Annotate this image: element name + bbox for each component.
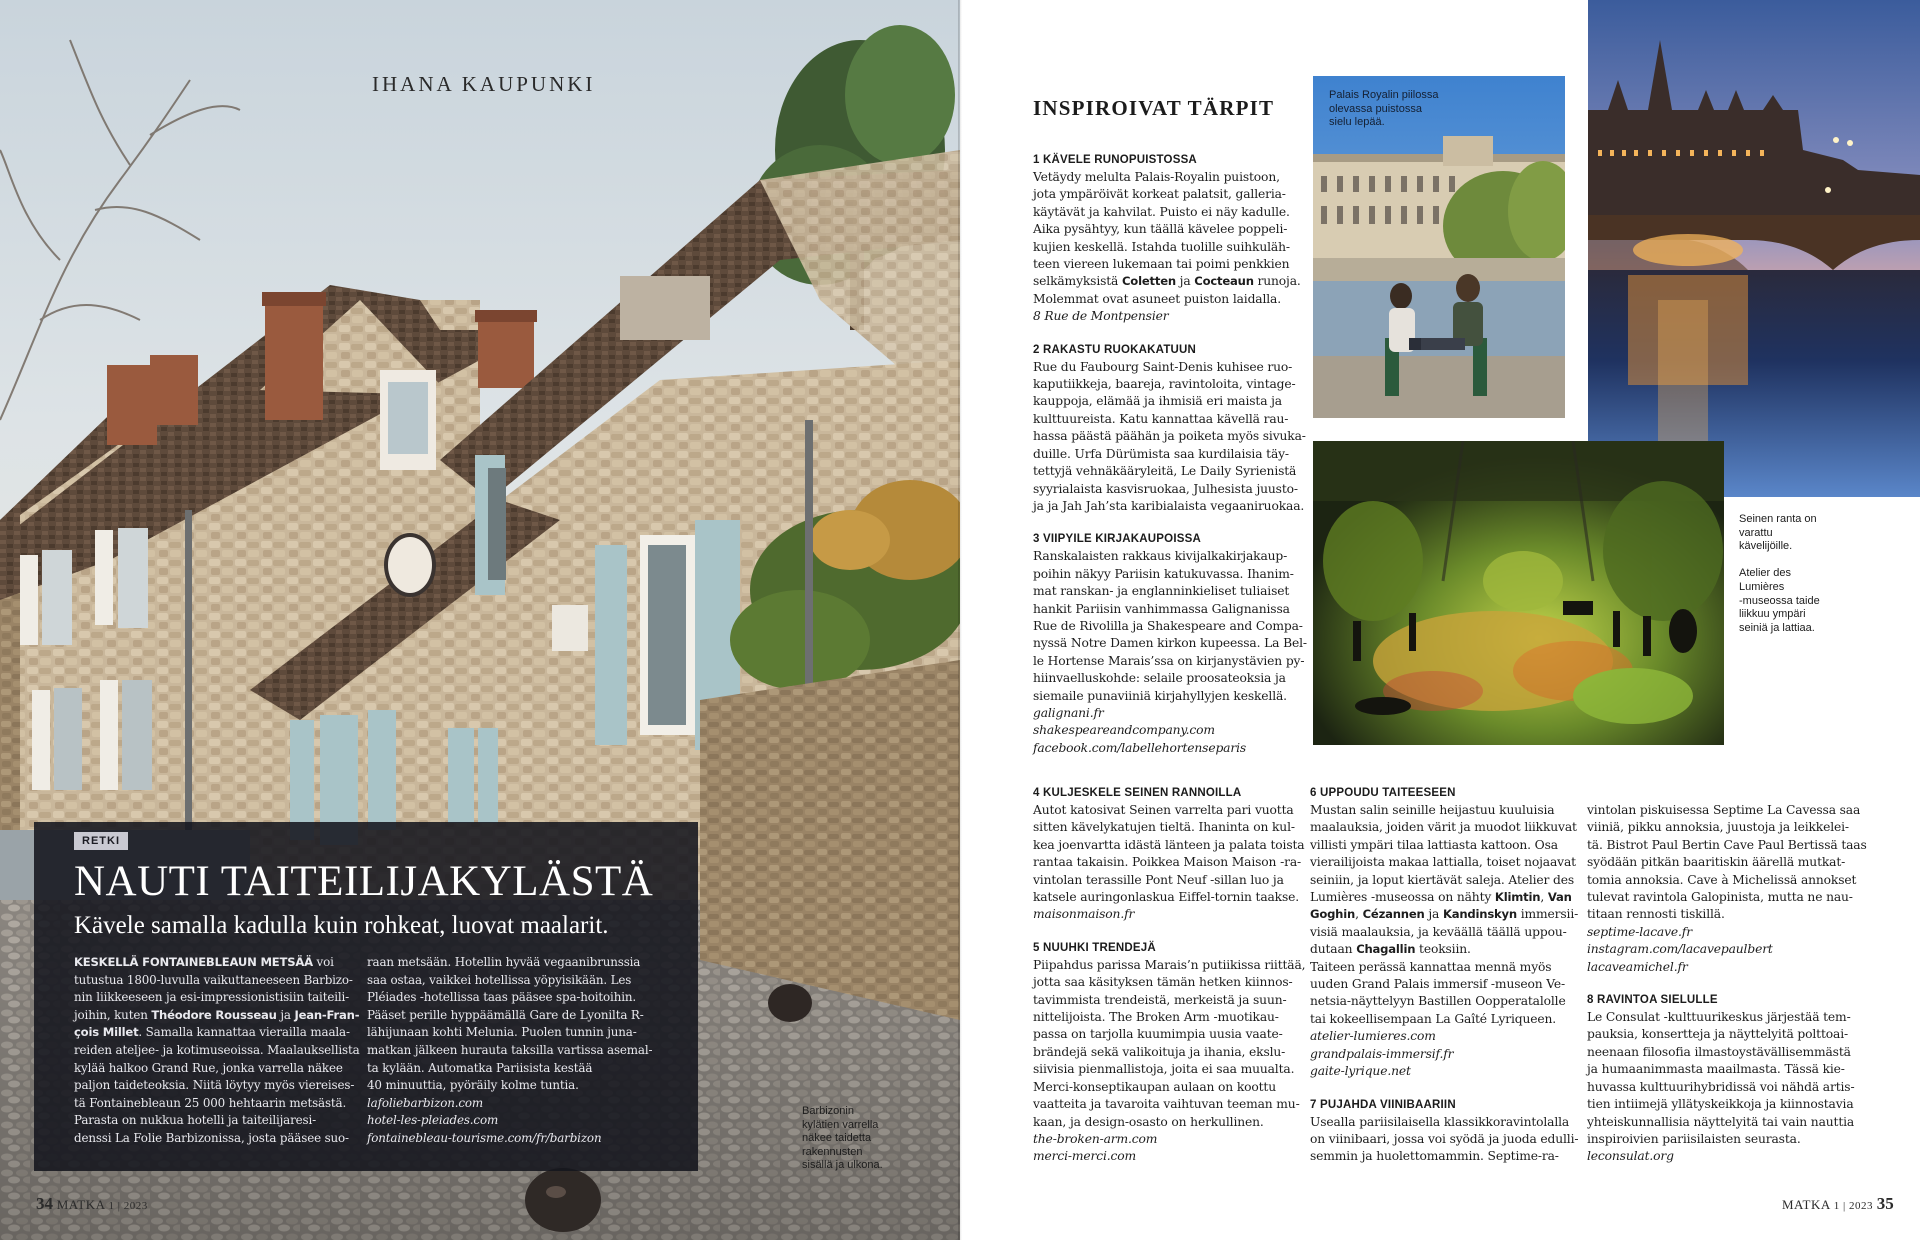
text-line bbox=[1033, 566, 1305, 583]
text-run: vintolan terassille Pont Neuf -sillan luo ja bbox=[1033, 872, 1284, 887]
text-line bbox=[367, 1112, 659, 1130]
sections-column-1 bbox=[1033, 152, 1305, 757]
text-run: tai kokeellisempaan La Gaîté Lyriqueen. bbox=[1310, 1011, 1557, 1026]
sections-column-3 bbox=[1310, 785, 1582, 1166]
text-line bbox=[1310, 1063, 1582, 1080]
text-line bbox=[1033, 906, 1305, 923]
bold-text-run: Chagallin bbox=[1356, 942, 1416, 957]
text-line bbox=[1033, 722, 1305, 739]
text-run: Le Consulat -kulttuurikeskus järjestää tem- bbox=[1587, 1010, 1851, 1025]
text-line bbox=[74, 989, 366, 1007]
text-line bbox=[367, 989, 659, 1007]
text-run: vintolan piskuisessa Septime La Cavessa saa bbox=[1587, 803, 1861, 817]
text-run: vierailijoista makaa lattialla, toiset nojaavat bbox=[1310, 855, 1576, 870]
text-run: visiä maalauksia, ja keväällä täällä uppou- bbox=[1310, 924, 1567, 939]
text-line bbox=[1310, 837, 1582, 854]
text-run: Rue de Rivolilla ja Shakespeare and Compa- bbox=[1033, 618, 1303, 633]
text-line bbox=[1310, 976, 1582, 993]
bold-text-run: Coletten bbox=[1122, 274, 1176, 289]
text-line bbox=[1033, 670, 1305, 687]
text-run: Vetäydy melulta Palais-Royalin puistoon, bbox=[1033, 170, 1280, 184]
text-line bbox=[1033, 169, 1305, 186]
atelier-des-lumieres-photo bbox=[1313, 441, 1724, 745]
text-run: Piipahdus parissa Marais’n putiikissa riittää, bbox=[1033, 957, 1306, 972]
text-run: Lumières -museossa on nähty bbox=[1310, 890, 1495, 905]
text-line bbox=[1033, 393, 1305, 410]
text-line bbox=[1587, 1131, 1859, 1148]
text-run: Parasta on nukkua hotelli ja taiteilijaresi- bbox=[74, 1113, 317, 1128]
web-address-link[interactable]: shakespeareandcompany.com bbox=[1033, 723, 1215, 738]
text-line bbox=[1033, 872, 1305, 889]
web-address-link[interactable]: hotel-les-pleiades.com bbox=[367, 1113, 499, 1128]
caption-line: Lumières bbox=[1739, 580, 1785, 593]
text-run: lähijunaan kohti Melunia. Puolen tunnin juna- bbox=[367, 1025, 637, 1040]
text-line bbox=[1033, 186, 1305, 203]
page-number: 34 bbox=[36, 1194, 53, 1213]
text-run: yhteiskunnallisia näyttelyitä tai vain nauttia bbox=[1587, 1114, 1855, 1129]
text-line bbox=[367, 1095, 659, 1113]
text-run: Mustan salin seinille heijastuu kuuluisia bbox=[1310, 803, 1555, 817]
section-8-container bbox=[1587, 992, 1859, 1166]
text-line bbox=[1033, 583, 1305, 600]
text-run: tettyjä vehnäkääryleitä, Le Daily Syrienistä bbox=[1033, 464, 1297, 479]
text-run: poihin näkyy Pariisin katukuvassa. Ihanim- bbox=[1033, 566, 1294, 581]
text-run: hankit Pariisin vanhimmassa Galignanissa bbox=[1033, 601, 1290, 616]
text-line bbox=[1033, 498, 1305, 515]
text-line bbox=[1033, 819, 1305, 836]
caption-line: sielu lepää. bbox=[1329, 116, 1385, 129]
text-run: mat ranskan- ja englanninkieliset tuliaiset bbox=[1033, 584, 1290, 599]
text-line bbox=[1033, 548, 1305, 565]
page-number: 35 bbox=[1876, 1194, 1894, 1213]
text-run: syyrialaista kasvisruokaa, Julhesista juusto- bbox=[1033, 481, 1298, 496]
text-line bbox=[1033, 1096, 1305, 1113]
text-line bbox=[1310, 993, 1582, 1010]
text-line bbox=[1310, 819, 1582, 836]
page-title: INSPIROIVAT TÄRPIT bbox=[1033, 96, 1275, 120]
text-line bbox=[1033, 1026, 1305, 1043]
text-line bbox=[1310, 941, 1582, 958]
text-run: , bbox=[1355, 907, 1363, 922]
text-line bbox=[1587, 819, 1859, 836]
text-run: hassa päästä päähän ja poiketa myös sivuka- bbox=[1033, 429, 1306, 444]
text-line bbox=[1033, 1114, 1305, 1131]
guide-section bbox=[1310, 785, 1582, 1081]
text-run: maalauksia, joiden värit ja muodot liikkuvat bbox=[1310, 820, 1577, 835]
text-line bbox=[1587, 1096, 1859, 1113]
text-line bbox=[1033, 1044, 1305, 1061]
text-line bbox=[74, 954, 366, 972]
text-run: kylää halkoo Grand Rue, jonka varrella näkee bbox=[74, 1060, 343, 1075]
text-run: katsele auringonlaskua Eiffel-tornin taakse. bbox=[1033, 890, 1300, 905]
text-line bbox=[1587, 1009, 1859, 1026]
caption-line: -museossa taide bbox=[1739, 594, 1820, 607]
text-line bbox=[1033, 854, 1305, 871]
text-run: nyssä Notre Damen kirkon kupeessa. La Bel- bbox=[1033, 636, 1307, 651]
text-line bbox=[1033, 221, 1305, 238]
text-line bbox=[1033, 957, 1305, 974]
text-line bbox=[1033, 992, 1305, 1009]
sections-column-4 bbox=[1587, 802, 1867, 1166]
text-run: Ranskalaisten rakkaus kivijalkakirjakaup- bbox=[1033, 549, 1288, 564]
text-run: paljon taideteoksia. Niitä löytyy myös viereises- bbox=[74, 1078, 355, 1093]
text-line bbox=[74, 1007, 366, 1025]
text-line bbox=[367, 954, 659, 972]
caption-line: seiniä ja lattiaa. bbox=[1739, 621, 1815, 634]
text-run: saa ostaa, vaikkei hotellissa yöpyisikään. Les bbox=[367, 972, 632, 987]
text-run: voi bbox=[312, 955, 334, 969]
text-run: nin liikkeeseen ja esi-impressionistisiin taiteili- bbox=[74, 990, 350, 1005]
guide-section bbox=[1033, 785, 1305, 924]
text-line bbox=[1033, 239, 1305, 256]
text-line bbox=[1310, 1028, 1582, 1045]
text-line bbox=[1033, 601, 1305, 618]
text-run: reiden ateljee- ja kotimuseoissa. Maalauksellista bbox=[74, 1042, 360, 1057]
feature-column-1 bbox=[74, 954, 366, 1148]
text-line bbox=[367, 1130, 659, 1148]
folio-left bbox=[36, 1194, 148, 1214]
text-run: kaan, ja design-osasto on herkullinen. bbox=[1033, 1114, 1264, 1129]
web-address-link[interactable]: atelier-lumieres.com bbox=[1310, 1029, 1436, 1044]
text-line bbox=[1033, 1009, 1305, 1026]
web-address-link[interactable]: septime-lacave.fr bbox=[1587, 924, 1692, 939]
text-line bbox=[1310, 1148, 1582, 1165]
text-run: , bbox=[1540, 890, 1548, 905]
text-run: immersii- bbox=[1516, 907, 1579, 922]
text-line bbox=[1033, 974, 1305, 991]
caption-line: näkee taidetta bbox=[802, 1132, 872, 1144]
text-line bbox=[1587, 924, 1859, 941]
bold-text-run: KESKELLÄ FONTAINEBLEAUN METSÄÄ bbox=[74, 955, 313, 969]
magazine-name: MATKA bbox=[56, 1197, 105, 1212]
feature-title: NAUTI TAITEILIJAKYLÄSTÄ bbox=[74, 858, 654, 905]
text-line bbox=[1587, 872, 1859, 889]
caption-line: kylätien varrella bbox=[802, 1118, 879, 1131]
text-run: kea joenvartta idästä länteen ja palata toista bbox=[1033, 837, 1305, 852]
text-run: villisti ympäri tilaa lattiasta kattoon. Osa bbox=[1310, 837, 1558, 852]
text-line bbox=[1033, 1148, 1305, 1165]
text-run: jotta saa käsityksen tämän hetken kiinnos- bbox=[1033, 975, 1293, 990]
text-run: Merci-konseptikaupan aulaan on koottu bbox=[1033, 1079, 1276, 1094]
text-run: selkämyksistä bbox=[1033, 274, 1122, 289]
caption-line: olevassa puistossa bbox=[1329, 102, 1422, 115]
text-line bbox=[1310, 924, 1582, 941]
text-line bbox=[74, 1077, 366, 1095]
text-line bbox=[1587, 906, 1859, 923]
web-address-link[interactable]: grandpalais-immersif.fr bbox=[1310, 1046, 1454, 1061]
text-line bbox=[1033, 256, 1305, 273]
text-run: neenaan filosofia ilmastoystävällisemmästä bbox=[1587, 1044, 1851, 1059]
web-address-link[interactable]: leconsulat.org bbox=[1587, 1149, 1674, 1164]
text-line bbox=[1033, 688, 1305, 705]
section-heading: 8 RAVINTOA SIELULLE bbox=[1587, 994, 1718, 1007]
text-line bbox=[1033, 308, 1305, 325]
text-run: Rue du Faubourg Saint-Denis kuhisee ruo- bbox=[1033, 359, 1293, 374]
text-line bbox=[367, 1042, 659, 1060]
text-line bbox=[74, 1024, 366, 1042]
text-line bbox=[1310, 802, 1582, 819]
text-run: ja bbox=[1424, 907, 1443, 922]
web-address-link[interactable]: merci-merci.com bbox=[1033, 1149, 1137, 1164]
section-kicker: IHANA KAUPUNKI bbox=[372, 72, 596, 96]
web-address-link[interactable]: maisonmaison.fr bbox=[1033, 907, 1135, 922]
text-run: kaputiikkeja, baareja, ravintoloita, vintage- bbox=[1033, 377, 1296, 392]
right-page bbox=[960, 0, 1920, 1240]
section-heading: 2 RAKASTU RUOKAKATUUN bbox=[1033, 343, 1197, 356]
text-run: viiniä, pikku annoksia, juustoja ja leikkelei- bbox=[1587, 820, 1849, 835]
text-line bbox=[1587, 837, 1867, 854]
text-run: matkan jälkeen hurauta taksilla vartissa asemal- bbox=[367, 1042, 653, 1057]
text-line bbox=[1310, 906, 1582, 923]
bold-text-run: Van bbox=[1547, 890, 1572, 905]
text-line bbox=[1310, 1011, 1582, 1028]
web-address-link[interactable]: lacaveamichel.fr bbox=[1587, 959, 1688, 974]
folio-right bbox=[1782, 1194, 1894, 1214]
text-line bbox=[1587, 1026, 1859, 1043]
caption-line: varattu bbox=[1739, 526, 1773, 539]
magazine-name: MATKA bbox=[1782, 1197, 1831, 1212]
text-line bbox=[1587, 854, 1859, 871]
text-line bbox=[1587, 889, 1859, 906]
text-run: tutustua 1800-luvulla vaikuttaneeseen Barbizo- bbox=[74, 972, 353, 987]
section-heading: 3 VIIPYILE KIRJAKAUPOISSA bbox=[1033, 533, 1201, 546]
guide-section bbox=[1033, 152, 1305, 326]
text-line bbox=[1033, 204, 1305, 221]
text-run: nittelijoista. The Broken Arm -muotikau- bbox=[1033, 1010, 1279, 1025]
text-line bbox=[74, 1130, 366, 1148]
text-line bbox=[1033, 889, 1305, 906]
text-run: kauppoja, elämää ja ihmisiä eri maista ja bbox=[1033, 394, 1282, 409]
text-run: siemaile punaviiniä kirjahyllyjen keskellä. bbox=[1033, 688, 1287, 703]
text-run: tomia annoksia. Cave à Michelissä annokset bbox=[1587, 872, 1857, 887]
web-address-link[interactable]: the-broken-arm.com bbox=[1033, 1131, 1158, 1146]
photo-caption-palais bbox=[1329, 89, 1438, 130]
text-run: kulttuureista. Katu kannattaa kävellä rau- bbox=[1033, 411, 1289, 426]
web-address-link[interactable]: instagram.com/lacavepaulbert bbox=[1587, 942, 1773, 957]
bold-text-run: Théodore Rousseau bbox=[151, 1007, 277, 1022]
seine-evening-photo bbox=[1588, 0, 1920, 497]
text-run: pauksia, konsertteja ja näyttelyitä polttoai- bbox=[1587, 1027, 1848, 1042]
text-line bbox=[1033, 446, 1305, 463]
caption-line: kävelijöille. bbox=[1739, 540, 1793, 553]
text-line bbox=[1033, 635, 1305, 652]
text-line bbox=[1033, 359, 1305, 376]
text-run: semmin ja huolettomammin. Septime-ra- bbox=[1310, 1149, 1559, 1164]
guide-section bbox=[1033, 940, 1305, 1166]
text-run: inspiroivien pariisilaisten seurasta. bbox=[1587, 1131, 1801, 1146]
web-address-link[interactable]: facebook.com/labellehortenseparis bbox=[1033, 740, 1247, 755]
section-heading: 7 PUJAHDA VIINIBAARIIN bbox=[1310, 1098, 1456, 1111]
bold-text-run: Cézannen bbox=[1362, 907, 1425, 922]
text-run: tien intiimejä yllätyskeikkoja ja kiinnostavia bbox=[1587, 1097, 1854, 1112]
text-line bbox=[1033, 618, 1305, 635]
text-line bbox=[74, 1060, 366, 1078]
web-address-link[interactable]: gaite-lyrique.net bbox=[1310, 1064, 1411, 1079]
photo-caption-seine-lumieres bbox=[1739, 513, 1820, 635]
text-line bbox=[1033, 463, 1305, 480]
text-run: titaan rennosti tiskillä. bbox=[1587, 907, 1725, 922]
guide-section bbox=[1033, 531, 1305, 757]
text-run: vaatteita ja tavaroita vaihtuvan teeman mu- bbox=[1033, 1097, 1300, 1112]
text-run: teen viereen lukemaan tai poimi penkkien bbox=[1033, 257, 1290, 272]
text-run: Autot katosivat Seinen varrelta pari vuotta bbox=[1033, 803, 1294, 817]
caption-line: rakennusten bbox=[802, 1145, 863, 1158]
text-run: kujien keskellä. Istahda tuolille suihkuläh- bbox=[1033, 239, 1290, 254]
section-heading: 5 NUUHKI TRENDEJÄ bbox=[1033, 941, 1156, 954]
text-line bbox=[1587, 1114, 1859, 1131]
text-line bbox=[367, 972, 659, 990]
section-heading: 6 UPPOUDU TAITEESEEN bbox=[1310, 787, 1456, 799]
sections-column-2 bbox=[1033, 785, 1305, 1166]
text-line bbox=[1033, 1061, 1305, 1078]
text-run: uuden Grand Palais immersif -museon Ve- bbox=[1310, 977, 1566, 992]
text-line bbox=[1310, 889, 1582, 906]
caption-line: sisällä ja ulkona. bbox=[802, 1159, 883, 1171]
web-address-link[interactable]: 8 Rue de Montpensier bbox=[1033, 309, 1169, 324]
text-line bbox=[367, 1007, 659, 1025]
text-run: brändejä sekä valikoituja ja ihania, ekslu- bbox=[1033, 1044, 1286, 1059]
text-run: netsia-näyttelyyn Bastillen Oopperatalolle bbox=[1310, 994, 1566, 1009]
text-line bbox=[1033, 291, 1305, 308]
text-run: Pléiades -hotellissa taas pääsee spa-hoitoihin. bbox=[367, 990, 637, 1005]
feature-tag: RETKI bbox=[74, 832, 128, 850]
text-run: ja humaanimmasta maailmasta. Tässä kie- bbox=[1587, 1062, 1845, 1077]
text-run: siivisia pienmallistoja, joita ei saa muualta. bbox=[1033, 1062, 1295, 1077]
text-run: jota ympäröivät korkeat palatsit, galleria- bbox=[1033, 187, 1286, 202]
text-run: . Samalla kannattaa vierailla maala- bbox=[138, 1025, 350, 1040]
text-run: denssi La Folie Barbizonissa, josta pääsee suo- bbox=[74, 1130, 349, 1145]
text-run: ja bbox=[1175, 274, 1195, 289]
text-run: käytävät ja kahvilat. Puisto ei näy kadulle. bbox=[1033, 204, 1290, 219]
text-line bbox=[1310, 1114, 1582, 1131]
text-run: sitten kävelykatujen tieltä. Ihaninta on kul- bbox=[1033, 820, 1295, 835]
text-line bbox=[1033, 837, 1305, 854]
text-run: le Hortense Marais’ssa on kirjanystävien py- bbox=[1033, 653, 1305, 668]
section-heading: 1 KÄVELE RUNOPUISTOSSA bbox=[1033, 154, 1197, 166]
text-run: dutaan bbox=[1310, 942, 1357, 957]
text-run: raan metsään. Hotellin hyvää vegaanibrunssia bbox=[367, 955, 641, 969]
text-run: tavimmista trendeistä, merkeistä ja suun- bbox=[1033, 992, 1287, 1007]
text-line bbox=[367, 1024, 659, 1042]
bold-text-run: Cocteaun bbox=[1194, 274, 1254, 289]
text-run: tä Fontainebleaun 25 000 hehtaarin metsästä. bbox=[74, 1095, 347, 1110]
issue-label: 1 | 2023 bbox=[108, 1200, 148, 1212]
text-line bbox=[74, 1042, 366, 1060]
text-line bbox=[1310, 959, 1582, 976]
caption-line: Atelier des bbox=[1739, 567, 1791, 580]
text-line bbox=[1033, 428, 1305, 445]
text-line bbox=[1587, 1079, 1859, 1096]
text-run: ja bbox=[276, 1007, 295, 1022]
text-run: rantaa takaisin. Poikkea Maison Maison -ra- bbox=[1033, 855, 1302, 870]
text-line bbox=[367, 1060, 659, 1078]
caption-line: Palais Royalin piilossa bbox=[1329, 89, 1439, 101]
text-run: on viinibaari, jossa voi syödä ja juoda edulli- bbox=[1310, 1131, 1579, 1146]
text-run: Aika pysähtyy, kun täällä kävelee poppeli- bbox=[1033, 222, 1288, 237]
text-line bbox=[1033, 411, 1305, 428]
caption-line bbox=[1739, 554, 1820, 568]
page-gutter bbox=[958, 0, 962, 1240]
bold-text-run: Jean-Fran- bbox=[294, 1007, 360, 1022]
text-line bbox=[367, 1077, 659, 1095]
text-run: syödään pitkän baaritiskin äärellä mutkat- bbox=[1587, 855, 1846, 870]
text-line bbox=[1587, 941, 1859, 958]
caption-line: liikkuu ympäri bbox=[1739, 608, 1806, 621]
text-line bbox=[1587, 1044, 1859, 1061]
text-run: huvassa kulttuurihybridissä voi nähdä artis- bbox=[1587, 1079, 1855, 1094]
text-line bbox=[74, 972, 366, 990]
text-run: seiniin, ja loput kiertävät saleja. Atelier des bbox=[1310, 872, 1575, 887]
text-line bbox=[1310, 854, 1582, 871]
text-run: ta kylään. Automatka Pariisista kestää bbox=[367, 1060, 593, 1075]
text-run: Pääset perille hyppäämällä Gare de Lyonilta R- bbox=[367, 1007, 644, 1022]
text-line bbox=[1587, 1148, 1859, 1165]
web-address-link[interactable]: lafoliebarbizon.com bbox=[367, 1095, 483, 1110]
text-run: Molemmat ovat asuneet puiston laidalla. bbox=[1033, 291, 1281, 306]
text-run: tulevat ravintola Galopinista, mutta ne nau- bbox=[1587, 890, 1853, 905]
bold-text-run: Kandinskyn bbox=[1442, 907, 1517, 922]
web-address-link[interactable]: galignani.fr bbox=[1033, 705, 1104, 720]
text-line bbox=[1033, 705, 1305, 722]
caption-line: Seinen ranta on bbox=[1739, 513, 1817, 525]
bold-text-run: Klimtin bbox=[1494, 890, 1541, 905]
feature-deck: Kävele samalla kadulla kuin rohkeat, luovat maalarit. bbox=[74, 912, 609, 939]
text-line bbox=[1033, 273, 1305, 290]
text-run: passa on tarjolla kuumimpia uusia vaate- bbox=[1033, 1027, 1283, 1042]
issue-label: 1 | 2023 bbox=[1833, 1200, 1873, 1212]
text-line bbox=[1033, 802, 1305, 819]
text-run: Taiteen perässä kannattaa mennä myös bbox=[1310, 959, 1552, 974]
guide-section bbox=[1310, 1097, 1582, 1166]
caption-line: Barbizonin bbox=[802, 1105, 854, 1117]
text-run: duille. Urfa Dürümista saa kurdilaisia täy- bbox=[1033, 446, 1289, 461]
text-line bbox=[1033, 1131, 1305, 1148]
text-run: ja ja Jah Jah’sta karibialaista vegaaniruokaa. bbox=[1033, 498, 1305, 513]
text-run: tä. Bistrot Paul Bertin Cave Paul Bertissä taas bbox=[1587, 837, 1867, 852]
photo-caption-barbizon bbox=[802, 1105, 922, 1173]
text-run: Usealla pariisilaisella klassikkoravintolalla bbox=[1310, 1114, 1570, 1129]
text-run: hiinvaelluskohde: selaile proosateoksia ja bbox=[1033, 671, 1286, 686]
text-line bbox=[1587, 959, 1859, 976]
guide-section bbox=[1033, 342, 1305, 516]
feature-column-2 bbox=[367, 954, 659, 1148]
text-line bbox=[1310, 1046, 1582, 1063]
text-run: 40 minuuttia, pyöräily kolme tuntia. bbox=[367, 1078, 579, 1093]
text-line bbox=[1310, 872, 1582, 889]
web-address-link[interactable]: fontainebleau-tourisme.com/fr/barbizon bbox=[367, 1130, 602, 1145]
text-line bbox=[1033, 1079, 1305, 1096]
bold-text-run: Goghin bbox=[1310, 907, 1356, 922]
section-7-continuation bbox=[1587, 802, 1867, 976]
text-line bbox=[1587, 1061, 1859, 1078]
text-run: teoksiin. bbox=[1415, 942, 1471, 957]
text-line bbox=[1033, 653, 1305, 670]
bold-text-run: çois Millet bbox=[74, 1025, 139, 1040]
text-line bbox=[74, 1112, 366, 1130]
section-heading: 4 KULJESKELE SEINEN RANNOILLA bbox=[1033, 787, 1242, 799]
text-line bbox=[1033, 740, 1305, 757]
text-line bbox=[74, 1095, 366, 1113]
text-line bbox=[1033, 481, 1305, 498]
text-run: joihin, kuten bbox=[74, 1007, 152, 1022]
guide-section bbox=[1587, 992, 1859, 1166]
feature-box bbox=[34, 822, 698, 1171]
text-line bbox=[1310, 1131, 1582, 1148]
text-line bbox=[1587, 802, 1859, 819]
text-run: runoja. bbox=[1253, 274, 1301, 289]
text-line bbox=[1033, 376, 1305, 393]
